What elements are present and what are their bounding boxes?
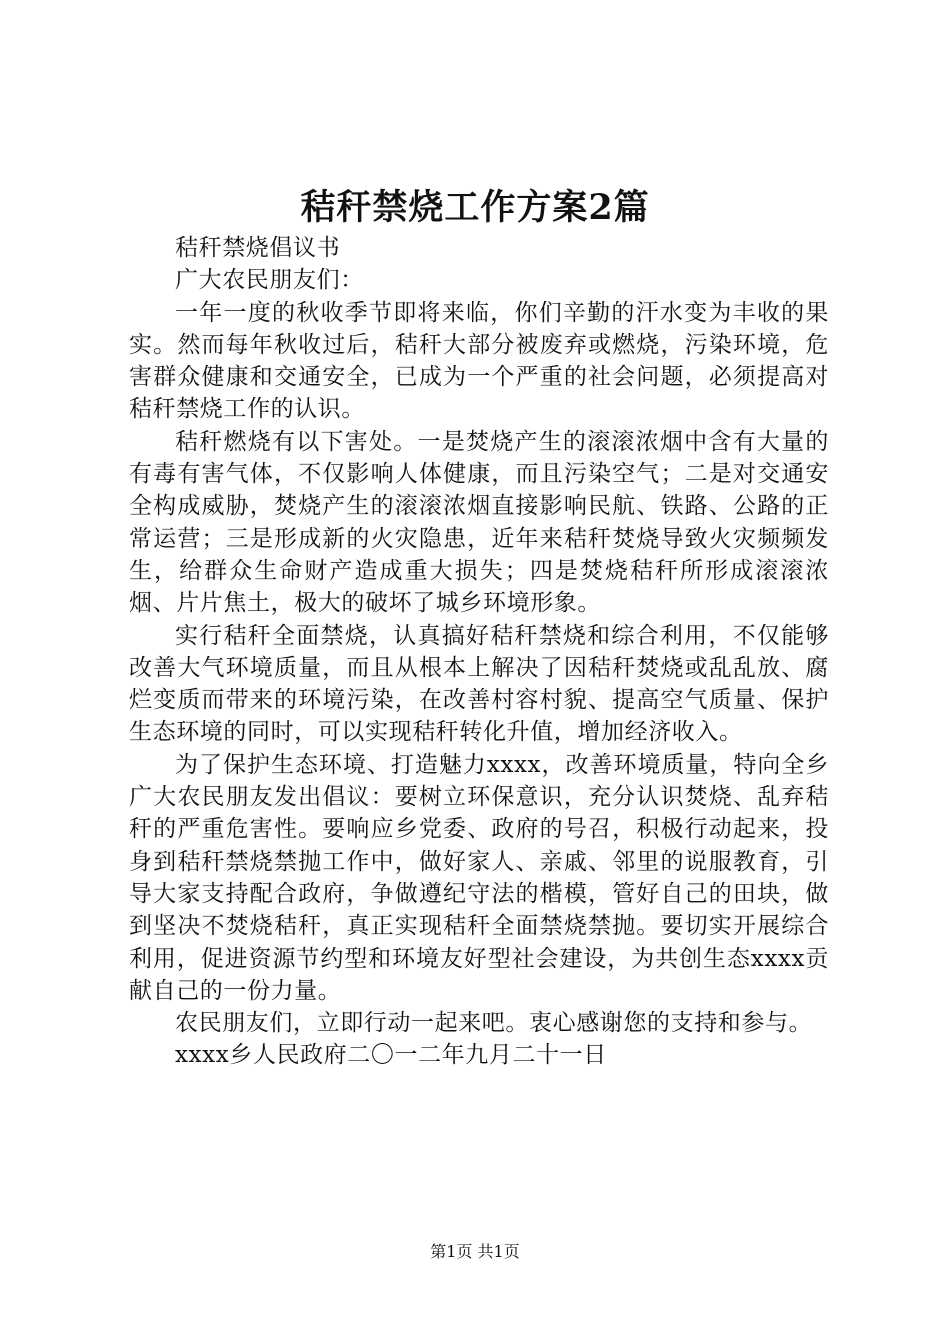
page-footer: 第1页 共1页 bbox=[430, 1242, 520, 1261]
paragraph-closing: 农民朋友们，立即行动一起来吧。衷心感谢您的支持和参与。 bbox=[175, 1010, 813, 1037]
paragraph-intro: 一年一度的秋收季节即将来临，你们辛勤的汗水变为丰收的果实。然而每年秋收过后，秸秆大部分被废弃或燃烧，污染环境，危害群众健康和交通安全，已成为一个严重的社会问题，必须提高对秸秆禁烧工作的认识。 bbox=[129, 299, 829, 423]
document-title: 秸秆禁烧工作方案2篇 bbox=[300, 187, 650, 228]
paragraph-benefits: 实行秸秆全面禁烧，认真搞好秸秆禁烧和综合利用，不仅能够改善大气环境质量，而且从根本上解决了因秸秆焚烧或乱乱放、腐烂变质而带来的环境污染，在改善村容村貌、提高空气质量、保护生态环境的同时，可以实现秸秆转化升值，增加经济收入。 bbox=[129, 622, 829, 746]
paragraph-signature: xxxx乡人民政府二〇一二年九月二十一日 bbox=[175, 1042, 607, 1069]
paragraph-call-to-action: 为了保护生态环境、打造魅力xxxx，改善环境质量，特向全乡广大农民朋友发出倡议：要树立环保意识，充分认识焚烧、乱弃秸秆的严重危害性。要响应乡党委、政府的号召，积极行动起来，投身到秸秆禁烧禁抛工作中，做好家人、亲戚、邻里的说服教育，引导大家支持配合政府，争做遵纪守法的楷模，管好自己的田块，做到坚决不焚烧秸秆，真正实现秸秆全面禁烧禁抛。要切实开展综合利用，促进资源节约型和环境友好型社会建设，为共创生态xxxx贡献自己的一份力量。 bbox=[129, 751, 829, 1004]
paragraph-proposal-heading: 秸秆禁烧倡议书 bbox=[175, 235, 341, 261]
paragraph-salutation: 广大农民朋友们： bbox=[175, 267, 364, 294]
paragraph-harms: 秸秆燃烧有以下害处。一是焚烧产生的滚滚浓烟中含有大量的有毒有害气体，不仅影响人体健康，而且污染空气；二是对交通安全构成威胁，焚烧产生的滚滚浓烟直接影响民航、铁路、公路的正常运营；三是形成新的火灾隐患，近年来秸秆焚烧导致火灾频频发生，给群众生命财产造成重大损失；四是焚烧秸秆所形成滚滚浓烟、片片焦土，极大的破坏了城乡环境形象。 bbox=[129, 428, 829, 617]
document-body bbox=[129, 232, 829, 1072]
